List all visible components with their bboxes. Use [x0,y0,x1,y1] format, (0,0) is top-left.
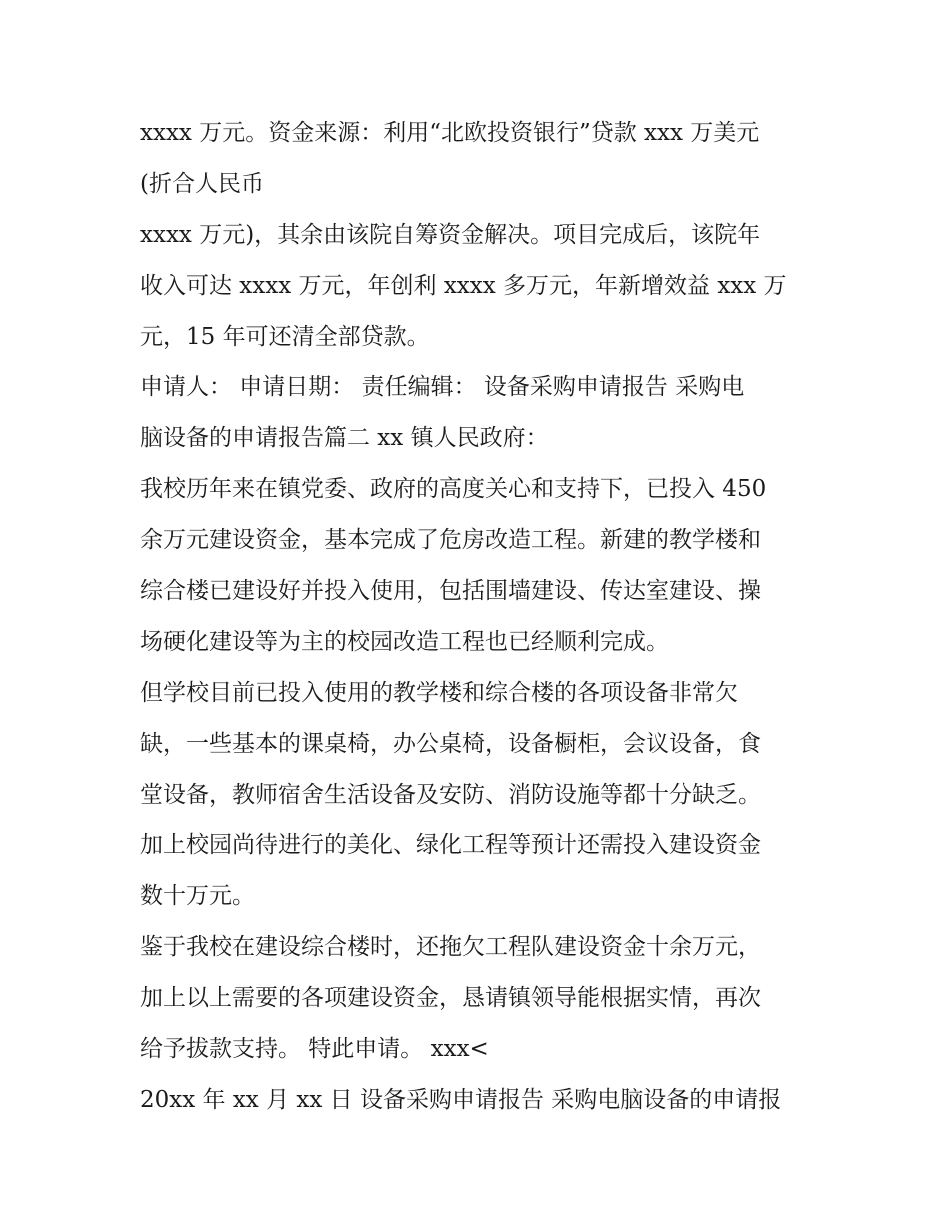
text-line-3: xxxx 万元)，其余由该院自筹资金解决。项目完成后，该院年 [140,221,761,248]
text-line-16: 数十万元。 [140,883,255,910]
text-line-4: 收入可达 xxxx 万元，年创利 xxxx 多万元，年新增效益 xxx 万 [140,272,787,299]
text-line-8: 我校历年来在镇党委、政府的高度关心和支持下，已投入 450 [140,476,767,503]
text-line-12: 但学校目前已投入使用的教学楼和综合楼的各项设备非常欠 [140,679,738,706]
text-line-18: 加上以上需要的各项建设资金，恳请镇领导能根据实情，再次 [140,985,761,1012]
text-line-9: 余万元建设资金，基本完成了危房改造工程。新建的教学楼和 [140,527,761,554]
text-line-11: 场硬化建设等为主的校园改造工程也已经顺利完成。 [140,628,669,655]
text-line-13: 缺，一些基本的课桌椅，办公桌椅，设备橱柜，会议设备，食 [140,730,761,757]
text-line-20: 20xx 年 xx 月 xx 日 设备采购申请报告 采购电脑设备的申请报 [140,1086,782,1113]
document-body [140,108,840,1126]
text-line-5: 元，15 年可还清全部贷款。 [140,323,430,350]
text-line-7: 脑设备的申请报告篇二 xx 镇人民政府： [140,425,549,452]
text-line-1: xxxx 万元。资金来源：利用“北欧投资银行”贷款 xxx 万美元 [140,120,760,146]
text-line-2: (折合人民币 [140,170,264,197]
text-line-17: 鉴于我校在建设综合楼时，还拖欠工程队建设资金十余万元， [140,934,761,961]
text-line-15: 加上校园尚待进行的美化、绿化工程等预计还需投入建设资金 [140,832,761,859]
text-line-10: 综合楼已建设好并投入使用，包括围墙建设、传达室建设、操 [140,578,761,605]
text-line-6: 申请人： 申请日期： 责任编辑： 设备采购申请报告 采购电 [140,374,745,401]
text-line-14: 堂设备，教师宿舍生活设备及安防、消防设施等都十分缺乏。 [140,781,761,808]
text-line-19: 给予拔款支持。 特此申请。 xxx< [140,1036,489,1063]
